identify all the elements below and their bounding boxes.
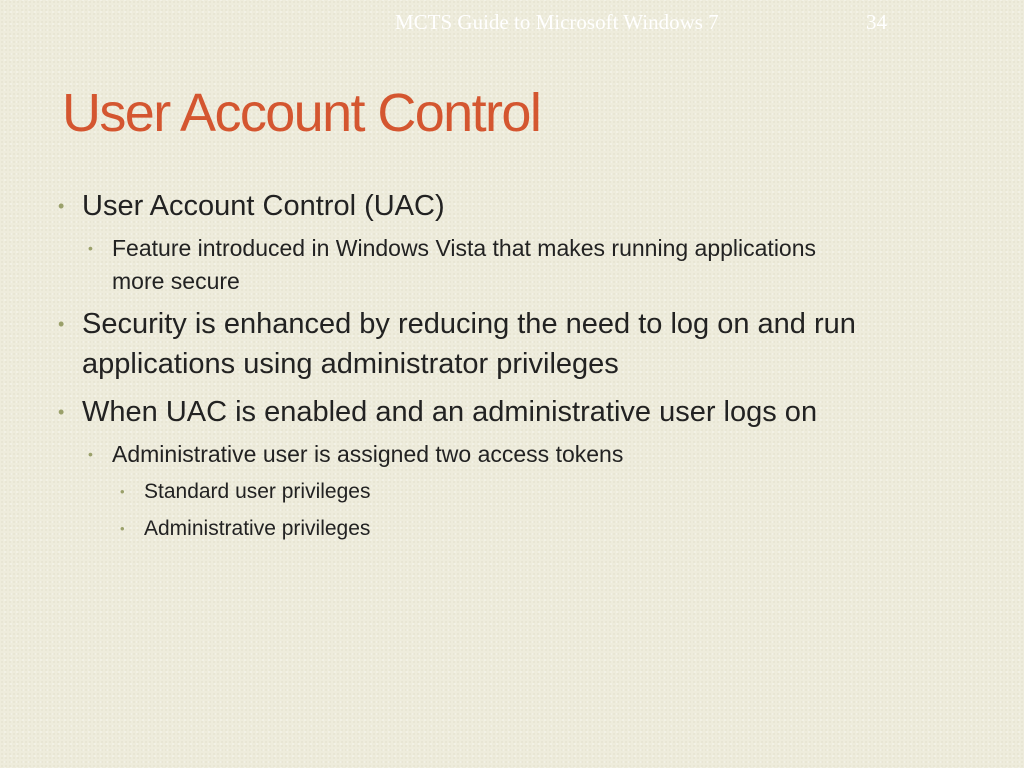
sub-bullet-item (88, 232, 852, 298)
bullet-dot-icon: • (58, 402, 65, 422)
bullet-item (58, 304, 978, 384)
sub-sub-bullet-item (120, 512, 978, 545)
bullet-text: Feature introduced in Windows Vista that makes running applications more secure (112, 235, 817, 294)
bullet-text: Administrative user is assigned two access tokens (112, 441, 624, 467)
bullet-dot-icon: • (88, 446, 93, 462)
slide-content (58, 186, 978, 549)
bullet-dot-icon: • (88, 240, 93, 256)
slide-title: User Account Control (62, 83, 541, 143)
bullet-dot-icon: • (58, 196, 65, 216)
bullet-dot-icon: • (120, 521, 125, 536)
bullet-text: Administrative privileges (144, 517, 371, 540)
sub-bullet-item (88, 438, 852, 471)
bullet-item (58, 392, 978, 432)
bullet-dot-icon: • (120, 484, 125, 499)
bullet-text: When UAC is enabled and an administrative user logs on (82, 396, 818, 428)
slide-page-number: 34 (866, 10, 887, 34)
bullet-text: Standard user privileges (144, 480, 371, 503)
bullet-text: Security is enhanced by reducing the need to log on and run applications using administrator privileges (82, 308, 856, 380)
bullet-item (58, 186, 978, 226)
bullet-text: User Account Control (UAC) (82, 190, 445, 222)
sub-sub-bullet-item (120, 475, 978, 508)
bullet-dot-icon: • (58, 314, 65, 334)
header-course-title: MCTS Guide to Microsoft Windows 7 (395, 10, 719, 34)
